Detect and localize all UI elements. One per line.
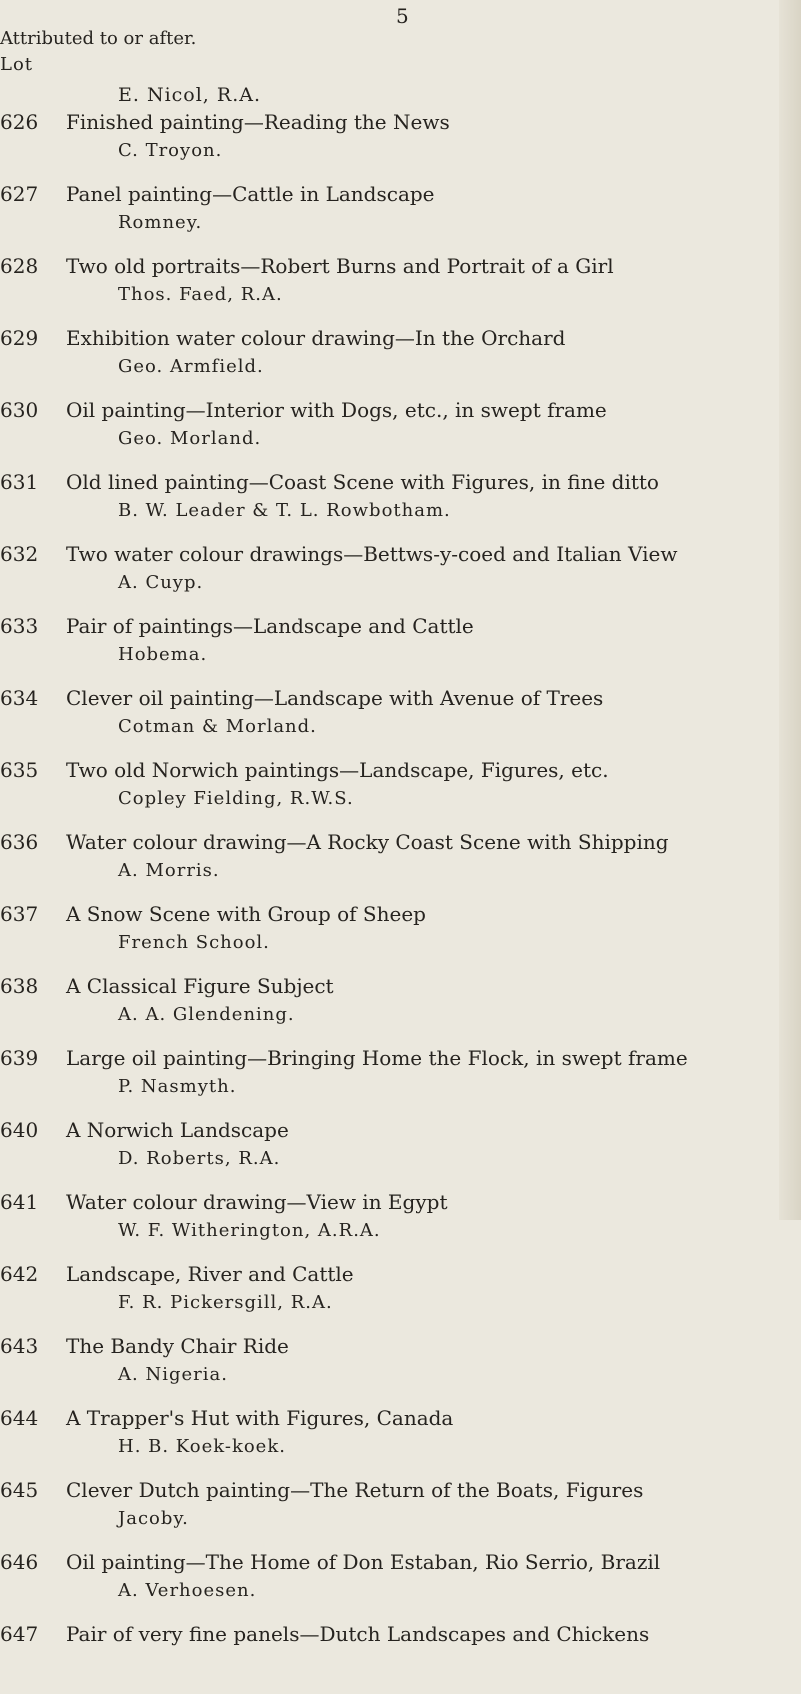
lot-row bbox=[0, 1262, 801, 1334]
lot-description: The Bandy Chair Ride bbox=[66, 1334, 289, 1358]
lot-row bbox=[0, 974, 801, 1046]
lot-description: Two water colour drawings—Bettws-y-coed and Italian View bbox=[66, 542, 678, 566]
lot-number: 643 bbox=[0, 1334, 39, 1358]
lot-artist: B. W. Leader & T. L. Rowbotham. bbox=[118, 500, 451, 521]
lot-row bbox=[0, 1622, 801, 1694]
lot-artist: Romney. bbox=[118, 212, 203, 233]
lot-artist: D. Roberts, R.A. bbox=[118, 1148, 281, 1169]
lot-number: 640 bbox=[0, 1118, 39, 1142]
lot-row bbox=[0, 830, 801, 902]
lot-artist: Geo. Armfield. bbox=[118, 356, 264, 377]
lot-column-header: Lot bbox=[0, 54, 34, 75]
lot-number: 630 bbox=[0, 398, 39, 422]
lot-description: Clever Dutch painting—The Return of the Boats, Figures bbox=[66, 1478, 644, 1502]
lot-number: 642 bbox=[0, 1262, 39, 1286]
lot-artist: French School. bbox=[118, 932, 270, 953]
lot-artist: Hobema. bbox=[118, 644, 208, 665]
lot-description: Landscape, River and Cattle bbox=[66, 1262, 354, 1286]
lot-row bbox=[0, 1550, 801, 1622]
lot-number: 647 bbox=[0, 1622, 39, 1646]
lot-artist: P. Nasmyth. bbox=[118, 1076, 237, 1097]
lot-artist: Jacoby. bbox=[118, 1508, 189, 1529]
lot-row bbox=[0, 902, 801, 974]
lot-artist: A. Cuyp. bbox=[118, 572, 204, 593]
lot-row bbox=[0, 1190, 801, 1262]
lot-number: 626 bbox=[0, 110, 39, 134]
lot-number: 637 bbox=[0, 902, 39, 926]
lot-number: 633 bbox=[0, 614, 39, 638]
lot-row bbox=[0, 110, 801, 182]
lot-description: Two old portraits—Robert Burns and Portrait of a Girl bbox=[66, 254, 614, 278]
lot-artist: A. Verhoesen. bbox=[118, 1580, 257, 1601]
lot-row bbox=[0, 326, 801, 398]
lot-artist: Thos. Faed, R.A. bbox=[118, 284, 283, 305]
lot-number: 629 bbox=[0, 326, 39, 350]
lot-number: 639 bbox=[0, 1046, 39, 1070]
lot-row bbox=[0, 758, 801, 830]
lot-number: 628 bbox=[0, 254, 39, 278]
lot-description: Finished painting—Reading the News bbox=[66, 110, 450, 134]
lot-row bbox=[0, 398, 801, 470]
lot-artist: Copley Fielding, R.W.S. bbox=[118, 788, 354, 809]
lot-row bbox=[0, 1406, 801, 1478]
lot-row bbox=[0, 1118, 801, 1190]
lot-row bbox=[0, 1046, 801, 1118]
lot-number: 645 bbox=[0, 1478, 39, 1502]
lot-description: Panel painting—Cattle in Landscape bbox=[66, 182, 435, 206]
lot-artist: C. Troyon. bbox=[118, 140, 223, 161]
lot-number: 641 bbox=[0, 1190, 39, 1214]
first-artist: E. Nicol, R.A. bbox=[118, 84, 261, 106]
lot-description: Water colour drawing—A Rocky Coast Scene with Shipping bbox=[66, 830, 669, 854]
lot-artist: F. R. Pickersgill, R.A. bbox=[118, 1292, 333, 1313]
lot-artist: W. F. Witherington, A.R.A. bbox=[118, 1220, 381, 1241]
lot-description: Oil painting—Interior with Dogs, etc., in swept frame bbox=[66, 398, 607, 422]
lot-number: 646 bbox=[0, 1550, 39, 1574]
lot-number: 635 bbox=[0, 758, 39, 782]
lot-number: 634 bbox=[0, 686, 39, 710]
lot-row bbox=[0, 686, 801, 758]
lot-description: Two old Norwich paintings—Landscape, Figures, etc. bbox=[66, 758, 609, 782]
lot-description: Pair of very fine panels—Dutch Landscapes and Chickens bbox=[66, 1622, 650, 1646]
lot-row bbox=[0, 614, 801, 686]
lot-artist: A. A. Glendening. bbox=[118, 1004, 295, 1025]
page-number: 5 bbox=[396, 4, 409, 28]
lot-row bbox=[0, 1334, 801, 1406]
lot-artist: Cotman & Morland. bbox=[118, 716, 317, 737]
lot-description: A Snow Scene with Group of Sheep bbox=[66, 902, 426, 926]
lot-artist: H. B. Koek-koek. bbox=[118, 1436, 286, 1457]
lot-description: Exhibition water colour drawing—In the Orchard bbox=[66, 326, 566, 350]
lot-row bbox=[0, 470, 801, 542]
lot-row bbox=[0, 254, 801, 326]
lot-description: A Trapper's Hut with Figures, Canada bbox=[66, 1406, 454, 1430]
lot-description: Oil painting—The Home of Don Estaban, Rio Serrio, Brazil bbox=[66, 1550, 661, 1574]
lot-number: 632 bbox=[0, 542, 39, 566]
lot-description: Old lined painting—Coast Scene with Figures, in fine ditto bbox=[66, 470, 659, 494]
lot-row bbox=[0, 182, 801, 254]
lot-description: Clever oil painting—Landscape with Avenue of Trees bbox=[66, 686, 604, 710]
lot-number: 627 bbox=[0, 182, 39, 206]
lot-description: Pair of paintings—Landscape and Cattle bbox=[66, 614, 474, 638]
lot-list bbox=[0, 110, 801, 1694]
section-heading: Attributed to or after. bbox=[0, 28, 197, 49]
lot-number: 644 bbox=[0, 1406, 39, 1430]
lot-number: 631 bbox=[0, 470, 39, 494]
lot-description: A Norwich Landscape bbox=[66, 1118, 289, 1142]
lot-artist: A. Nigeria. bbox=[118, 1364, 228, 1385]
lot-row bbox=[0, 542, 801, 614]
lot-description: A Classical Figure Subject bbox=[66, 974, 334, 998]
lot-number: 636 bbox=[0, 830, 39, 854]
lot-description: Large oil painting—Bringing Home the Flock, in swept frame bbox=[66, 1046, 688, 1070]
lot-number: 638 bbox=[0, 974, 39, 998]
lot-description: Water colour drawing—View in Egypt bbox=[66, 1190, 448, 1214]
lot-row bbox=[0, 1478, 801, 1550]
lot-artist: A. Morris. bbox=[118, 860, 220, 881]
lot-artist: Geo. Morland. bbox=[118, 428, 262, 449]
